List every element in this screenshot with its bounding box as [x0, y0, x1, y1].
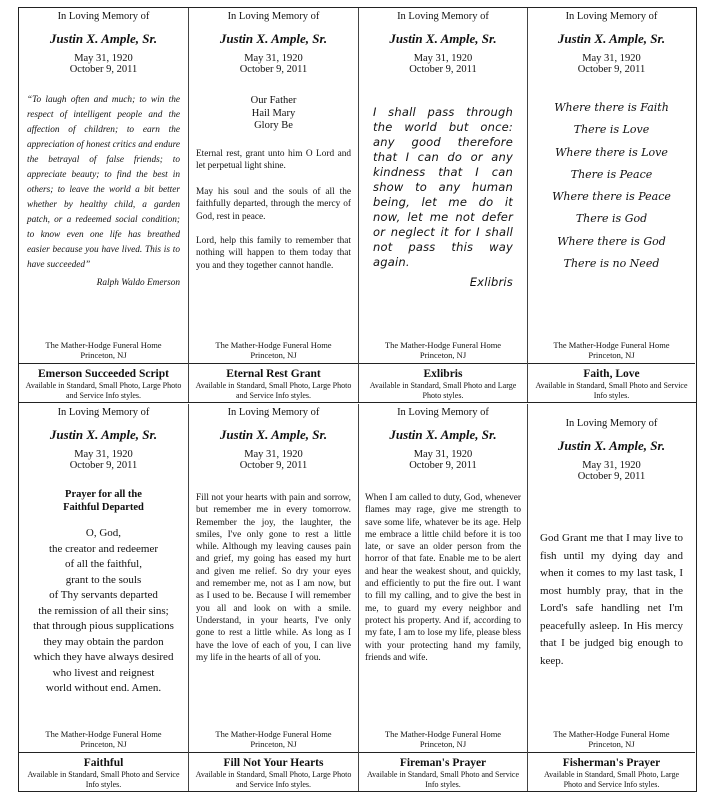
funeral-home-name: The Mather-Hodge Funeral Home — [384, 340, 502, 350]
dates — [19, 53, 188, 75]
poem-line: Where there is God — [557, 234, 666, 248]
birth-date: May 31, 1920 — [582, 53, 641, 64]
verse: “To laugh often and much; to win the respect of intelligent people and the affection of children; to earn the appreciation of honest critics and endure the betrayal of false friends; to appreciate beauty; to find the best in others; to leave the world a bit better whether by healthy child, a garden patch, or a redeemed social condition; to know even one life has breathed easier because you have lived. This is to have succeeded” — [27, 95, 180, 270]
card-caption — [19, 752, 188, 791]
prayer-line: grant to the souls — [65, 573, 142, 586]
card-availability: Available in Standard, Small Photo, Large Photo and Service Info styles. — [195, 381, 352, 400]
in-memory-label: In Loving Memory of — [397, 11, 489, 22]
deceased-name: Justin X. Ample, Sr. — [49, 427, 158, 442]
prayer-line: the creator and redeemer — [48, 542, 158, 555]
card-fishermans-prayer — [528, 404, 695, 791]
poem-line: There is Peace — [570, 167, 653, 181]
funeral-home — [359, 340, 527, 360]
death-date: October 9, 2011 — [69, 64, 138, 75]
prayer-lines — [19, 526, 188, 697]
heading-line: Faithful Departed — [63, 501, 144, 513]
funeral-home-location: Princeton, NJ — [588, 350, 635, 360]
deceased-name: Justin X. Ample, Sr. — [219, 427, 328, 442]
deceased-name: Justin X. Ample, Sr. — [219, 31, 328, 46]
funeral-home — [528, 729, 695, 749]
card-availability: Available in Standard, Small Photo and Service Info styles. — [27, 770, 180, 789]
deceased-name: Justin X. Ample, Sr. — [557, 31, 666, 46]
deceased-name: Justin X. Ample, Sr. — [389, 427, 497, 442]
prayer-item: Hail Mary — [251, 107, 296, 119]
verse: Fill not your hearts with pain and sorrow, but remember me in every tomorrow. Remember the joy, the laughter, the smiles, I've only gone to rest a little while. Although my leaving causes pain and grief, my going has eased my hurt and given me relief. So dry your eyes and remember me, not as I am now, but as I used to be. Because I will remember you all and look on with a smile. Understand, in your hearts, I've only gone to rest a little while. As long as I have the love of each of you, I can live my life in the hearts of all of you. — [196, 493, 351, 663]
funeral-home-name: The Mather-Hodge Funeral Home — [215, 340, 332, 350]
card-availability: Available in Standard, Small Photo and Large Photo styles. — [369, 381, 517, 400]
in-memory-label: In Loving Memory of — [565, 418, 658, 429]
card-title: Exlibris — [423, 368, 463, 380]
card-title: Eternal Rest Grant — [226, 368, 321, 380]
in-memory-label: In Loving Memory of — [57, 407, 150, 418]
verse: God Grant me that I may live to fish until my dying day and when it comes to my last task, I most humbly pray, that in the Lord's safe handling net I'm peacefully asleep. In His mercy that I be judged big enough to keep. — [540, 532, 683, 667]
prayer-item: Glory Be — [254, 120, 293, 131]
card-title: Emerson Succeeded Script — [38, 368, 169, 380]
prayer-line: world without end. Amen. — [45, 682, 162, 694]
funeral-home — [359, 729, 527, 749]
card-caption — [359, 363, 527, 402]
death-date: October 9, 2011 — [577, 64, 646, 75]
in-memory-label: In Loving Memory of — [227, 407, 320, 418]
dates — [189, 53, 358, 75]
verse: When I am called to duty, God, whenever flames may rage, give me strength to save some life, whatever be its age. Help me embrace a little child before it is too late, or save an older person from the horror of that fate. Enable me to be alert and hear the weakest shout, and quickly, and efficiently to put the fire out. I want to fill my calling, and to give the best in me, to guard my every neighbor and protect his property. And if, according to my fate, I am to lose my life, please bless with your protecting hand my family, friends and wife. — [365, 493, 521, 663]
prayer-item: Our Father — [250, 95, 297, 106]
funeral-home — [189, 340, 358, 360]
poem-line: There is God — [575, 212, 648, 226]
birth-date: May 31, 1920 — [244, 53, 303, 64]
funeral-home-location: Princeton, NJ — [419, 739, 467, 749]
dates — [189, 449, 358, 471]
prayer-line: they may obtain the pardon — [43, 635, 164, 648]
card-title: Fill Not Your Hearts — [223, 757, 324, 769]
card-firemans-prayer — [359, 404, 528, 791]
funeral-home-name: The Mather-Hodge Funeral Home — [553, 340, 670, 350]
poem-line: There is no Need — [563, 257, 660, 271]
card-availability: Available in Standard, Small Photo and Service Info styles. — [366, 770, 520, 789]
funeral-home-location: Princeton, NJ — [588, 739, 635, 749]
prayer-heading — [19, 489, 188, 514]
birth-date: May 31, 1920 — [74, 449, 133, 460]
death-date: October 9, 2011 — [69, 460, 138, 471]
card-availability: Available in Standard, Small Photo, Large Photo and Service Info styles. — [25, 381, 182, 400]
card-caption — [359, 752, 527, 791]
funeral-home — [19, 729, 188, 749]
card-faith-love — [528, 8, 695, 402]
birth-date: May 31, 1920 — [413, 53, 473, 64]
card-title: Faithful — [83, 757, 124, 769]
death-date: October 9, 2011 — [409, 64, 477, 75]
funeral-home-location: Princeton, NJ — [80, 350, 127, 360]
dates — [528, 460, 695, 482]
in-memory-label: In Loving Memory of — [227, 11, 320, 22]
card-caption — [528, 363, 695, 402]
deceased-name: Justin X. Ample, Sr. — [557, 438, 666, 453]
verse: I shall pass through the world but once: any good therefore that I can do or any kindness that I can show to any human being, let me do it now, let me not defer or neglect it for I shall not pass this way again. — [373, 105, 513, 269]
row-divider — [19, 402, 696, 403]
birth-date: May 31, 1920 — [74, 53, 133, 64]
card-fill-not-your-hearts — [189, 404, 359, 791]
poem-line: Where there is Faith — [554, 101, 669, 114]
prayer-line: O, God, — [85, 527, 122, 539]
prayer-line: of Thy servants departed — [49, 589, 158, 601]
paragraph: May his soul and the souls of all the faithfully departed, through the mercy of God, rest in peace. — [196, 187, 351, 222]
card-grid — [18, 7, 697, 792]
prayer-line: that through pious supplications — [33, 620, 174, 632]
card-title: Faith, Love — [583, 368, 640, 380]
card-availability: Available in Standard, Small Photo, Large Photo and Service Info styles. — [543, 770, 679, 789]
poem-line: Where there is Peace — [552, 190, 671, 204]
prayer-line: the remission of all their sins; — [38, 604, 169, 617]
poem-line: Where there is Love — [555, 145, 668, 159]
deceased-name: Justin X. Ample, Sr. — [389, 31, 497, 46]
birth-date: May 31, 1920 — [244, 449, 303, 460]
funeral-home — [189, 729, 358, 749]
prayer-list — [189, 95, 358, 133]
card-emerson — [19, 8, 189, 402]
funeral-home-name: The Mather-Hodge Funeral Home — [45, 340, 162, 350]
funeral-home — [19, 340, 188, 360]
birth-date: May 31, 1920 — [413, 449, 473, 460]
prayer-line: who livest and reignest — [52, 666, 155, 679]
heading-line: Prayer for all the — [65, 489, 142, 500]
paragraph: Eternal rest, grant unto him O Lord and let perpetual light shine. — [196, 149, 351, 172]
dates — [19, 449, 188, 471]
in-memory-label: In Loving Memory of — [397, 407, 489, 418]
dates — [359, 53, 527, 75]
funeral-home-name: The Mather-Hodge Funeral Home — [45, 729, 162, 739]
funeral-home-name: The Mather-Hodge Funeral Home — [215, 729, 332, 739]
dates — [359, 449, 527, 471]
card-caption — [189, 363, 358, 402]
attribution: Exlibris — [469, 275, 513, 289]
prayer-line: of all the faithful, — [65, 558, 142, 570]
card-eternal-rest — [189, 8, 359, 402]
deceased-name: Justin X. Ample, Sr. — [49, 31, 158, 46]
funeral-home — [528, 340, 695, 360]
attribution: Ralph Waldo Emerson — [96, 278, 180, 288]
birth-date: May 31, 1920 — [582, 460, 641, 471]
card-caption — [19, 363, 188, 402]
card-availability: Available in Standard, Small Photo and Service Info styles. — [535, 381, 688, 400]
in-memory-label: In Loving Memory of — [57, 11, 150, 22]
card-title: Fireman's Prayer — [399, 757, 487, 769]
death-date: October 9, 2011 — [577, 471, 646, 482]
death-date: October 9, 2011 — [409, 460, 477, 471]
card-exlibris — [359, 8, 528, 402]
paragraph: Lord, help this family to remember that nothing will happen to them today that you and they together cannot handle. — [196, 236, 351, 271]
funeral-home-location: Princeton, NJ — [419, 350, 467, 360]
poem-line: There is Love — [573, 123, 650, 137]
card-faithful — [19, 404, 189, 791]
dates — [528, 53, 695, 75]
prayer-line: which they have always desired — [33, 651, 174, 663]
funeral-home-location: Princeton, NJ — [80, 739, 127, 749]
card-caption — [528, 752, 695, 791]
death-date: October 9, 2011 — [239, 460, 308, 471]
death-date: October 9, 2011 — [239, 64, 308, 75]
card-title: Fisherman's Prayer — [562, 757, 661, 769]
poem-lines — [528, 97, 695, 275]
in-memory-label: In Loving Memory of — [565, 11, 658, 22]
card-caption — [189, 752, 358, 791]
funeral-home-name: The Mather-Hodge Funeral Home — [384, 729, 502, 739]
funeral-home-name: The Mather-Hodge Funeral Home — [553, 729, 670, 739]
funeral-home-location: Princeton, NJ — [250, 350, 297, 360]
card-availability: Available in Standard, Small Photo, Large Photo and Service Info styles. — [195, 770, 352, 789]
funeral-home-location: Princeton, NJ — [250, 739, 297, 749]
